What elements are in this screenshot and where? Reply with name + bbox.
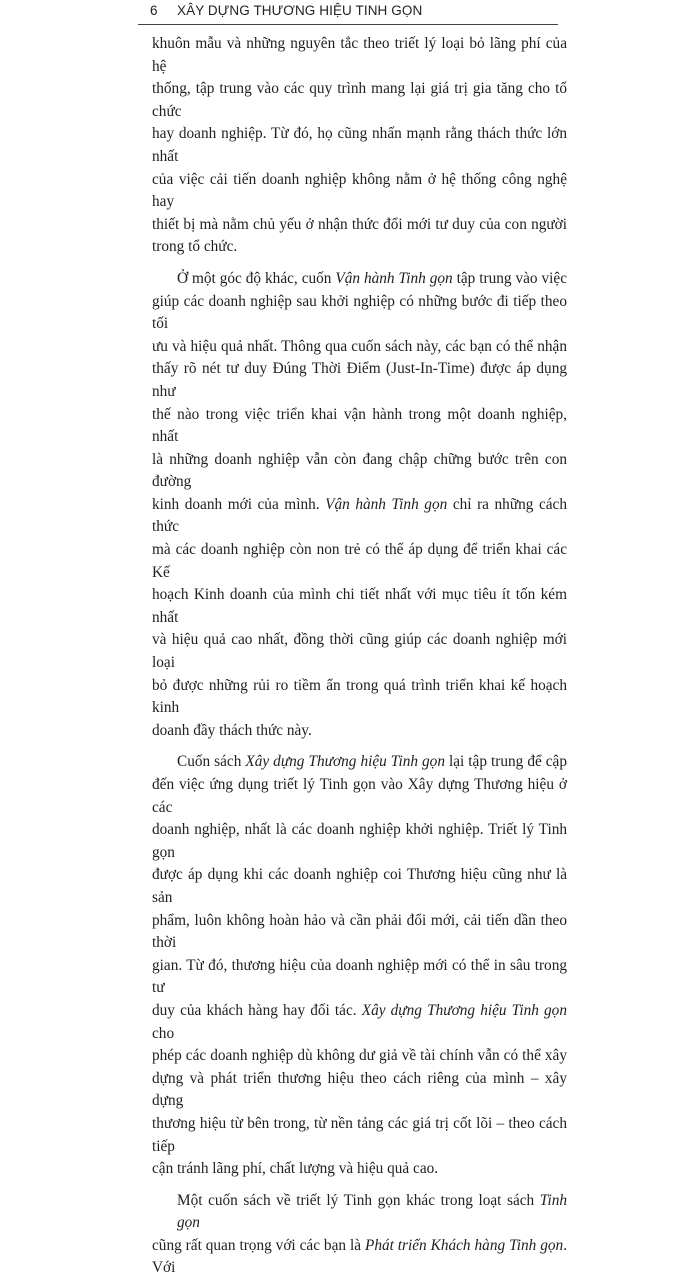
text-run: được áp dụng khi các doanh nghiệp coi Thương hiệu cũng như là sản: [152, 866, 567, 906]
text-line: [152, 123, 567, 168]
text-line: [152, 955, 567, 1000]
text-run: khuôn mẫu và những nguyên tắc theo triết lý loại bỏ lãng phí của hệ: [152, 35, 567, 75]
italic-title: Vận hành Tinh gọn: [335, 269, 453, 287]
text-line: [152, 214, 567, 237]
text-run: chỉ ra những cách thức: [152, 495, 567, 536]
paragraph: [152, 33, 567, 259]
text-run: doanh nghiệp, nhất là các doanh nghiệp khởi nghiệp. Triết lý Tinh gọn: [152, 821, 567, 861]
text-run: phẩm, luôn không hoàn hảo và cần phải đổi mới, cải tiến dần theo thời: [152, 911, 567, 952]
body-text: [152, 33, 567, 1280]
text-run: bỏ được những rủi ro tiềm ẩn trong quá trình triển khai kế hoạch kinh: [152, 676, 567, 717]
italic-title: Phát triển Khách hàng Tinh gọn: [364, 1236, 564, 1254]
text-line: [152, 584, 567, 629]
text-run: của việc cải tiến doanh nghiệp không nằm ở hệ thống công nghệ hay: [152, 170, 567, 211]
text-line: [152, 774, 567, 819]
text-run: duy của khách hàng hay đối tác.: [152, 1001, 362, 1019]
text-line: [152, 910, 567, 955]
text-run: kinh doanh mới của mình.: [152, 495, 326, 513]
text-run: là những doanh nghiệp vẫn còn đang chập chững bước trên con đường: [152, 450, 567, 491]
italic-title: Vận hành Tinh gọn: [325, 495, 448, 513]
text-line: [152, 1235, 567, 1280]
text-line: [152, 336, 567, 359]
text-line: [152, 1190, 567, 1235]
text-line: [152, 629, 567, 674]
text-line: [152, 78, 567, 123]
italic-title: Xây dựng Thương hiệu Tinh gọn: [245, 753, 445, 771]
text-line: [152, 1000, 567, 1045]
text-run: Ở một góc độ khác, cuốn: [177, 269, 336, 287]
text-run: tập trung vào việc: [452, 269, 567, 287]
text-run: cho: [152, 1024, 175, 1042]
text-line: [152, 751, 567, 774]
text-run: phép các doanh nghiệp dù không dư giả về tài chính vẫn có thể xây: [152, 1047, 567, 1065]
text-run: mà các doanh nghiệp còn non trẻ có thể áp dụng để triển khai các Kế: [152, 541, 567, 581]
text-line: [152, 675, 567, 720]
text-run: thế nào trong việc triển khai vận hành trong một doanh nghiệp, nhất: [152, 405, 567, 446]
text-run: cận tránh lãng phí, chất lượng và hiệu quả cao.: [152, 1160, 439, 1178]
text-line: [152, 169, 567, 214]
text-run: doanh đầy thách thức này.: [152, 721, 312, 739]
text-line: [152, 1045, 567, 1068]
text-run: thiết bị mà nằm chủ yếu ở nhận thức đổi mới tư duy của con người: [152, 215, 567, 233]
text-run: lại tập trung để cập: [444, 753, 567, 771]
text-run: Cuốn sách: [177, 753, 246, 771]
page-number: 6: [150, 3, 158, 18]
text-line: [152, 1113, 567, 1158]
text-line: [152, 539, 567, 584]
text-line: [152, 494, 567, 539]
text-run: gian. Từ đó, thương hiệu của doanh nghiệp mới có thể in sâu trong tư: [152, 956, 567, 997]
text-run: thống, tập trung vào các quy trình mang lại giá trị gia tăng cho tổ chức: [152, 80, 567, 120]
text-run: và hiệu quả cao nhất, đồng thời cũng giúp các doanh nghiệp mới loại: [152, 631, 567, 672]
text-line: [152, 1068, 567, 1113]
text-run: đến việc ứng dụng triết lý Tinh gọn vào Xây dựng Thương hiệu ở các: [152, 776, 567, 816]
text-line: [152, 720, 567, 743]
text-run: dựng và phát triển thương hiệu theo cách riêng của mình – xây dựng: [152, 1069, 567, 1110]
text-run: ưu và hiệu quả nhất. Thông qua cuốn sách này, các bạn có thể nhận: [152, 337, 567, 355]
text-line: [152, 358, 567, 403]
text-run: cũng rất quan trọng với các bạn là: [152, 1236, 365, 1254]
italic-title: Tinh gọn: [177, 1191, 567, 1232]
text-line: [152, 819, 567, 864]
text-run: thấy rõ nét tư duy Đúng Thời Điểm (Just-In-Time) được áp dụng như: [152, 360, 567, 400]
running-title: XÂY DỰNG THƯƠNG HIỆU TINH GỌN: [177, 3, 423, 18]
text-line: [152, 33, 567, 78]
text-run: trong tổ chức.: [152, 238, 238, 256]
paragraph: [152, 1190, 567, 1280]
text-run: hoạch Kinh doanh của mình chi tiết nhất với mục tiêu ít tốn kém nhất: [152, 586, 567, 626]
text-run: . Với: [152, 1236, 568, 1277]
text-line: [152, 268, 567, 291]
text-run: thương hiệu từ bên trong, từ nền tảng các giá trị cốt lõi – theo cách tiếp: [152, 1114, 567, 1155]
paragraph: [152, 751, 567, 1180]
running-header: [138, 0, 558, 25]
text-line: [152, 864, 567, 909]
text-line: [152, 236, 567, 259]
text-run: hay doanh nghiệp. Từ đó, họ cũng nhấn mạnh rằng thách thức lớn nhất: [152, 125, 567, 165]
text-run: Một cuốn sách về triết lý Tinh gọn khác trong loạt sách: [177, 1191, 540, 1209]
text-line: [152, 404, 567, 449]
text-run: giúp các doanh nghiệp sau khởi nghiệp có những bước đi tiếp theo tối: [152, 292, 567, 333]
text-line: [152, 1158, 567, 1181]
text-line: [152, 449, 567, 494]
paragraph: [152, 268, 567, 742]
italic-title: Xây dựng Thương hiệu Tinh gọn: [361, 1001, 567, 1019]
text-line: [152, 291, 567, 336]
